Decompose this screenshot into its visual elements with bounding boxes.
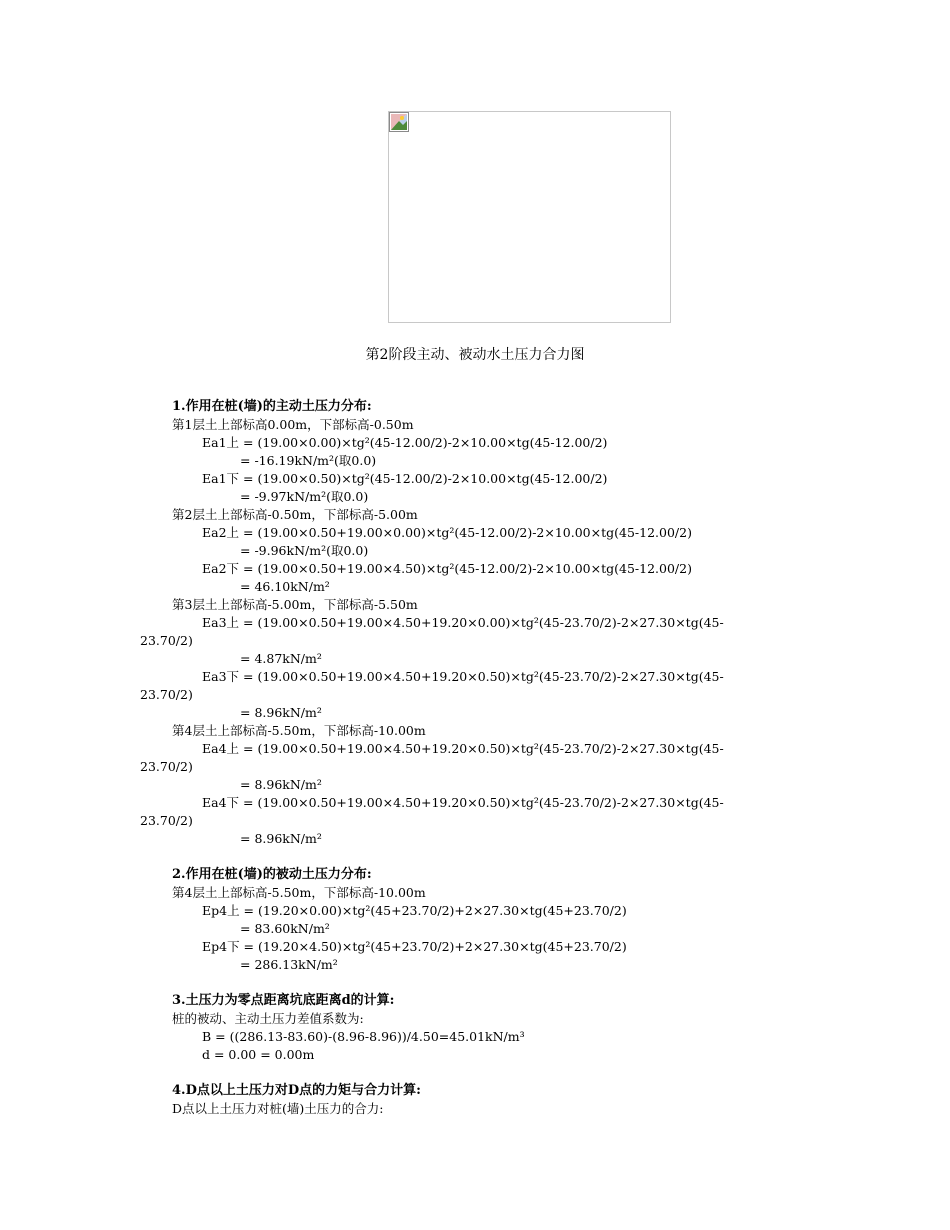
text-line: 23.70/2) [140, 813, 193, 828]
text-line: 第3层土上部标高-5.00m，下部标高-5.50m [172, 597, 418, 612]
text-line: = -9.97kN/m²(取0.0) [240, 489, 369, 504]
blank-line [140, 974, 830, 992]
text-line: Ea1上 = (19.00×0.00)×tg²(45-12.00/2)-2×10.00×tg(45-12.00/2) [202, 435, 608, 450]
text-line: = 83.60kN/m² [240, 921, 330, 936]
text-line: = 4.87kN/m² [240, 651, 322, 666]
text-line: 第1层土上部标高0.00m，下部标高-0.50m [172, 417, 414, 432]
text-line: = 8.96kN/m² [240, 831, 322, 846]
text-line: = 46.10kN/m² [240, 579, 330, 594]
section-heading: 2.作用在桩(墙)的被动土压力分布: [172, 867, 372, 882]
section-heading: 3.土压力为零点距离坑底距离d的计算: [172, 993, 395, 1008]
text-line: 23.70/2) [140, 687, 193, 702]
section-heading: 1.作用在桩(墙)的主动土压力分布: [172, 399, 372, 414]
text-line: 第4层土上部标高-5.50m，下部标高-10.00m [172, 723, 426, 738]
text-line: 桩的被动、主动土压力差值系数为: [172, 1011, 364, 1026]
figure-placeholder [388, 111, 671, 323]
blank-line [140, 848, 830, 866]
text-line: Ep4上 = (19.20×0.00)×tg²(45+23.70/2)+2×27.30×tg(45+23.70/2) [202, 903, 627, 918]
text-line: d = 0.00 = 0.00m [202, 1047, 315, 1062]
text-line: D点以上土压力对桩(墙)土压力的合力: [172, 1101, 384, 1116]
broken-image-icon [389, 112, 409, 132]
text-line: 第4层土上部标高-5.50m，下部标高-10.00m [172, 885, 426, 900]
section-heading: 4.D点以上土压力对D点的力矩与合力计算: [172, 1083, 421, 1098]
text-line: Ea2上 = (19.00×0.50+19.00×0.00)×tg²(45-12.00/2)-2×10.00×tg(45-12.00/2) [202, 525, 692, 540]
text-line: = -16.19kN/m²(取0.0) [240, 453, 377, 468]
text-line: = 8.96kN/m² [240, 777, 322, 792]
blank-line [140, 1064, 830, 1082]
text-line: Ea1下 = (19.00×0.50)×tg²(45-12.00/2)-2×10.00×tg(45-12.00/2) [202, 471, 608, 486]
calculation-text [140, 398, 830, 1118]
text-line: 第2层土上部标高-0.50m，下部标高-5.00m [172, 507, 418, 522]
text-line: = 8.96kN/m² [240, 705, 322, 720]
text-line: 23.70/2) [140, 759, 193, 774]
text-line: B = ((286.13-83.60)-(8.96-8.96))/4.50=45.01kN/m³ [202, 1029, 525, 1044]
text-line: 23.70/2) [140, 633, 193, 648]
text-line: Ea2下 = (19.00×0.50+19.00×4.50)×tg²(45-12.00/2)-2×10.00×tg(45-12.00/2) [202, 561, 692, 576]
text-line: = 286.13kN/m² [240, 957, 338, 972]
text-line: Ea4上 = (19.00×0.50+19.00×4.50+19.20×0.50)×tg²(45-23.70/2)-2×27.30×tg(45- [202, 741, 724, 756]
text-line: Ep4下 = (19.20×4.50)×tg²(45+23.70/2)+2×27.30×tg(45+23.70/2) [202, 939, 627, 954]
figure-caption: 第2阶段主动、被动水土压力合力图 [365, 347, 585, 363]
text-line: Ea4下 = (19.00×0.50+19.00×4.50+19.20×0.50)×tg²(45-23.70/2)-2×27.30×tg(45- [202, 795, 724, 810]
text-line: = -9.96kN/m²(取0.0) [240, 543, 369, 558]
text-line: Ea3上 = (19.00×0.50+19.00×4.50+19.20×0.00)×tg²(45-23.70/2)-2×27.30×tg(45- [202, 615, 724, 630]
text-line: Ea3下 = (19.00×0.50+19.00×4.50+19.20×0.50)×tg²(45-23.70/2)-2×27.30×tg(45- [202, 669, 724, 684]
